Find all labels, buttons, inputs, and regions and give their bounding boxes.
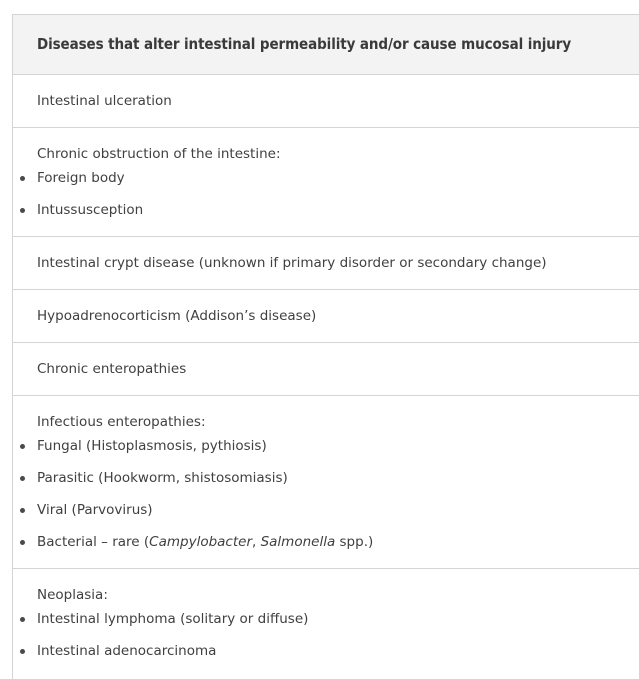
list-item: Foreign body	[37, 169, 639, 187]
list-item: Intestinal lymphoma (solitary or diffuse)	[37, 610, 639, 628]
table-row	[13, 128, 639, 237]
bullet-dot-icon	[20, 540, 25, 545]
table-row	[13, 343, 639, 396]
table-row	[13, 237, 639, 290]
table-row	[13, 396, 639, 569]
table-row	[13, 290, 639, 343]
disease-table	[12, 14, 639, 679]
row-text-hypoadrenocorticism: Hypoadrenocorticism (Addison’s disease)	[37, 308, 317, 324]
list-item: Viral (Parvovirus)	[37, 501, 639, 519]
list-item: Fungal (Histoplasmosis, pythiosis)	[37, 437, 639, 455]
bullet-list	[37, 169, 639, 219]
list-item: Bacterial – rare (Campylobacter, Salmonella spp.)	[37, 533, 639, 551]
bullet-dot-icon	[20, 508, 25, 513]
bullet-dot-icon	[20, 444, 25, 449]
row-text-chronic-enteropathies: Chronic enteropathies	[37, 361, 187, 377]
bullet-dot-icon	[20, 617, 25, 622]
table-row	[13, 569, 639, 679]
table-header-title: Diseases that alter intestinal permeability and/or cause mucosal injury	[37, 35, 572, 53]
bullet-list	[37, 437, 639, 551]
table-row	[13, 75, 639, 128]
list-item: Intestinal adenocarcinoma	[37, 642, 639, 660]
row-heading-chronic-obstruction: Chronic obstruction of the intestine:	[37, 146, 281, 162]
bullet-dot-icon	[20, 176, 25, 181]
list-item: Parasitic (Hookworm, shistosomiasis)	[37, 469, 639, 487]
table-header	[13, 15, 639, 75]
row-heading-infectious: Infectious enteropathies:	[37, 414, 206, 430]
bullet-list	[37, 610, 639, 660]
row-heading-neoplasia: Neoplasia:	[37, 587, 108, 603]
bullet-dot-icon	[20, 476, 25, 481]
row-text-crypt-disease: Intestinal crypt disease (unknown if primary disorder or secondary change)	[37, 255, 547, 271]
row-text-intestinal-ulceration: Intestinal ulceration	[37, 93, 172, 109]
bullet-dot-icon	[20, 649, 25, 654]
list-item: Intussusception	[37, 201, 639, 219]
bullet-dot-icon	[20, 208, 25, 213]
